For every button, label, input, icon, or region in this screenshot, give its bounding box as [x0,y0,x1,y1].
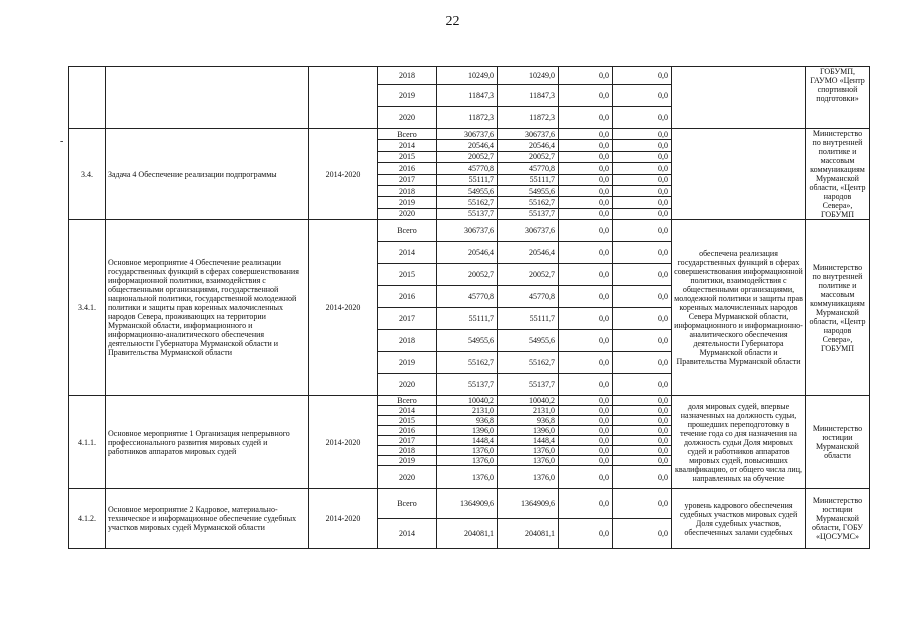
regional-budget-cell: 11872,3 [498,107,559,129]
total-cell: 55162,7 [437,352,498,374]
table-row [69,67,870,85]
regional-budget-cell: 1396,0 [498,426,559,436]
regional-budget-cell: 1448,4 [498,436,559,446]
executor: ГОБУМП, ГАУМО «Центр спортивной подготовки» [806,67,870,129]
regional-budget-cell: 55162,7 [498,197,559,208]
federal-budget-cell: 0,0 [559,436,613,446]
federal-budget-cell: 0,0 [559,242,613,264]
page-number: 22 [445,14,460,29]
item-period: 2014-2020 [309,220,378,396]
regional-budget-cell: 204081,1 [498,519,559,549]
year-cell: 2018 [378,67,437,85]
year-cell: 2018 [378,330,437,352]
total-cell: 45770,8 [437,286,498,308]
other-funds-cell: 0,0 [613,396,672,406]
regional-budget-cell: 20052,7 [498,151,559,162]
total-cell: 1364909,6 [437,489,498,519]
regional-budget-cell: 55111,7 [498,174,559,185]
total-cell: 1448,4 [437,436,498,446]
total-cell: 10040,2 [437,396,498,406]
federal-budget-cell: 0,0 [559,107,613,129]
federal-budget-cell: 0,0 [559,489,613,519]
total-cell: 55111,7 [437,174,498,185]
other-funds-cell: 0,0 [613,416,672,426]
other-funds-cell: 0,0 [613,129,672,140]
regional-budget-cell: 54955,6 [498,330,559,352]
year-cell: 2014 [378,140,437,151]
federal-budget-cell: 0,0 [559,352,613,374]
federal-budget-cell: 0,0 [559,374,613,396]
total-cell: 204081,1 [437,519,498,549]
regional-budget-cell: 1376,0 [498,466,559,489]
other-funds-cell: 0,0 [613,330,672,352]
year-cell: 2019 [378,456,437,466]
year-cell: 2016 [378,426,437,436]
federal-budget-cell: 0,0 [559,174,613,185]
other-funds-cell: 0,0 [613,174,672,185]
year-cell: 2014 [378,519,437,549]
expected-result: доля мировых судей, впервые назначенных на должность судьи, прошедших переподготовку в течение года со дня назначения на должность судьи Доля мировых судей и работников аппаратов мировых судей, повысивших квалификацию, от общего числа лиц, направленных на обучение [672,396,806,489]
item-name [106,67,309,129]
year-cell: 2014 [378,242,437,264]
other-funds-cell: 0,0 [613,308,672,330]
other-funds-cell: 0,0 [613,489,672,519]
item-period: 2014-2020 [309,396,378,489]
expected-result: обеспечена реализация государственных функций в сферах совершенствования информационной политики, взаимодействия с общественными организациями, молодежной политики и защиты прав коренных малочисленных народов Севера Мурманской области, информационного и информационно-аналитического обеспечения деятельности Губернатора Мурманской области и Правительства Мурманской области [672,220,806,396]
year-cell: 2017 [378,174,437,185]
other-funds-cell: 0,0 [613,242,672,264]
total-cell: 55137,7 [437,374,498,396]
other-funds-cell: 0,0 [613,151,672,162]
other-funds-cell: 0,0 [613,286,672,308]
total-cell: 936,8 [437,416,498,426]
other-funds-cell: 0,0 [613,456,672,466]
year-cell: 2020 [378,208,437,219]
item-number [69,67,106,129]
item-period [309,67,378,129]
federal-budget-cell: 0,0 [559,308,613,330]
expected-result [672,67,806,129]
year-cell: 2020 [378,107,437,129]
regional-budget-cell: 306737,6 [498,129,559,140]
table-row [69,220,870,242]
total-cell: 11847,3 [437,85,498,107]
budget-table [68,66,870,549]
regional-budget-cell: 1364909,6 [498,489,559,519]
federal-budget-cell: 0,0 [559,151,613,162]
regional-budget-cell: 20546,4 [498,242,559,264]
total-cell: 1396,0 [437,426,498,436]
year-cell: 2019 [378,352,437,374]
executor: Министерство по внутренней политике и массовым коммуникациям Мурманской области, «Центр народов Севера», ГОБУМП [806,129,870,220]
total-cell: 55137,7 [437,208,498,219]
item-number: 4.1.1. [69,396,106,489]
total-cell: 306737,6 [437,129,498,140]
total-cell: 1376,0 [437,446,498,456]
federal-budget-cell: 0,0 [559,286,613,308]
regional-budget-cell: 55137,7 [498,374,559,396]
other-funds-cell: 0,0 [613,185,672,196]
regional-budget-cell: 55137,7 [498,208,559,219]
federal-budget-cell: 0,0 [559,406,613,416]
total-cell: 20546,4 [437,140,498,151]
year-cell: Всего [378,489,437,519]
item-number: 3.4.1. [69,220,106,396]
item-period: 2014-2020 [309,129,378,220]
executor: Министерство по внутренней политике и массовым коммуникациям Мурманской области, «Центр народов Севера», ГОБУМП [806,220,870,396]
item-name: Задача 4 Обеспечение реализации подпрограммы [106,129,309,220]
total-cell: 55111,7 [437,308,498,330]
other-funds-cell: 0,0 [613,163,672,174]
year-cell: 2020 [378,466,437,489]
table-row [69,129,870,140]
regional-budget-cell: 936,8 [498,416,559,426]
item-name: Основное мероприятие 4 Обеспечение реализации государственных функций в сферах совершенствования информационной политики, взаимодействия с общественными организациями, государственной национальной политики, государственной молодежной политики и защиты прав коренных малочисленных народов Севера, проживающих на территории Мурманской области, информационного и информационно-аналитического обеспечения деятельности Губернатора Мурманской области и Правительства Мурманской области [106,220,309,396]
federal-budget-cell: 0,0 [559,197,613,208]
year-cell: 2014 [378,406,437,416]
federal-budget-cell: 0,0 [559,85,613,107]
year-cell: 2019 [378,85,437,107]
regional-budget-cell: 306737,6 [498,220,559,242]
regional-budget-cell: 45770,8 [498,163,559,174]
year-cell: 2017 [378,436,437,446]
other-funds-cell: 0,0 [613,140,672,151]
other-funds-cell: 0,0 [613,352,672,374]
year-cell: 2017 [378,308,437,330]
total-cell: 54955,6 [437,185,498,196]
total-cell: 55162,7 [437,197,498,208]
regional-budget-cell: 10040,2 [498,396,559,406]
regional-budget-cell: 55162,7 [498,352,559,374]
year-cell: Всего [378,129,437,140]
other-funds-cell: 0,0 [613,374,672,396]
year-cell: 2018 [378,185,437,196]
expected-result: уровень кадрового обеспечения судебных участков мировых судей Доля судебных участков, обеспеченных залами судебных [672,489,806,549]
regional-budget-cell: 1376,0 [498,446,559,456]
total-cell: 11872,3 [437,107,498,129]
federal-budget-cell: 0,0 [559,466,613,489]
other-funds-cell: 0,0 [613,426,672,436]
year-cell: Всего [378,396,437,406]
year-cell: 2020 [378,374,437,396]
regional-budget-cell: 20052,7 [498,264,559,286]
regional-budget-cell: 55111,7 [498,308,559,330]
total-cell: 1376,0 [437,456,498,466]
federal-budget-cell: 0,0 [559,185,613,196]
year-cell: 2016 [378,163,437,174]
federal-budget-cell: 0,0 [559,519,613,549]
federal-budget-cell: 0,0 [559,208,613,219]
regional-budget-cell: 11847,3 [498,85,559,107]
other-funds-cell: 0,0 [613,220,672,242]
total-cell: 10249,0 [437,67,498,85]
year-cell: 2015 [378,151,437,162]
other-funds-cell: 0,0 [613,519,672,549]
federal-budget-cell: 0,0 [559,456,613,466]
year-cell: Всего [378,220,437,242]
executor: Министерство юстиции Мурманской области [806,396,870,489]
item-name: Основное мероприятие 1 Организация непрерывного профессионального развития мировых судей и работников аппаратов мировых судей [106,396,309,489]
margin-mark: - [60,136,64,147]
year-cell: 2015 [378,264,437,286]
other-funds-cell: 0,0 [613,466,672,489]
total-cell: 54955,6 [437,330,498,352]
total-cell: 1376,0 [437,466,498,489]
other-funds-cell: 0,0 [613,446,672,456]
regional-budget-cell: 45770,8 [498,286,559,308]
total-cell: 20052,7 [437,151,498,162]
other-funds-cell: 0,0 [613,264,672,286]
item-number: 4.1.2. [69,489,106,549]
total-cell: 20052,7 [437,264,498,286]
total-cell: 45770,8 [437,163,498,174]
federal-budget-cell: 0,0 [559,426,613,436]
item-number: 3.4. [69,129,106,220]
item-name: Основное мероприятие 2 Кадровое, материально-техническое и информационное обеспечение судебных участков мировых судей Мурманской области [106,489,309,549]
other-funds-cell: 0,0 [613,67,672,85]
year-cell: 2019 [378,197,437,208]
regional-budget-cell: 20546,4 [498,140,559,151]
regional-budget-cell: 2131,0 [498,406,559,416]
total-cell: 306737,6 [437,220,498,242]
other-funds-cell: 0,0 [613,436,672,446]
other-funds-cell: 0,0 [613,107,672,129]
federal-budget-cell: 0,0 [559,163,613,174]
federal-budget-cell: 0,0 [559,264,613,286]
executor: Министерство юстиции Мурманской области, ГОБУ «ЦОСУМС» [806,489,870,549]
other-funds-cell: 0,0 [613,197,672,208]
total-cell: 2131,0 [437,406,498,416]
other-funds-cell: 0,0 [613,406,672,416]
federal-budget-cell: 0,0 [559,330,613,352]
year-cell: 2018 [378,446,437,456]
federal-budget-cell: 0,0 [559,67,613,85]
regional-budget-cell: 1376,0 [498,456,559,466]
federal-budget-cell: 0,0 [559,129,613,140]
expected-result [672,129,806,220]
federal-budget-cell: 0,0 [559,446,613,456]
year-cell: 2015 [378,416,437,426]
federal-budget-cell: 0,0 [559,140,613,151]
total-cell: 20546,4 [437,242,498,264]
regional-budget-cell: 54955,6 [498,185,559,196]
other-funds-cell: 0,0 [613,208,672,219]
item-period: 2014-2020 [309,489,378,549]
regional-budget-cell: 10249,0 [498,67,559,85]
federal-budget-cell: 0,0 [559,396,613,406]
table-row [69,489,870,519]
other-funds-cell: 0,0 [613,85,672,107]
federal-budget-cell: 0,0 [559,416,613,426]
year-cell: 2016 [378,286,437,308]
table-row [69,396,870,406]
federal-budget-cell: 0,0 [559,220,613,242]
